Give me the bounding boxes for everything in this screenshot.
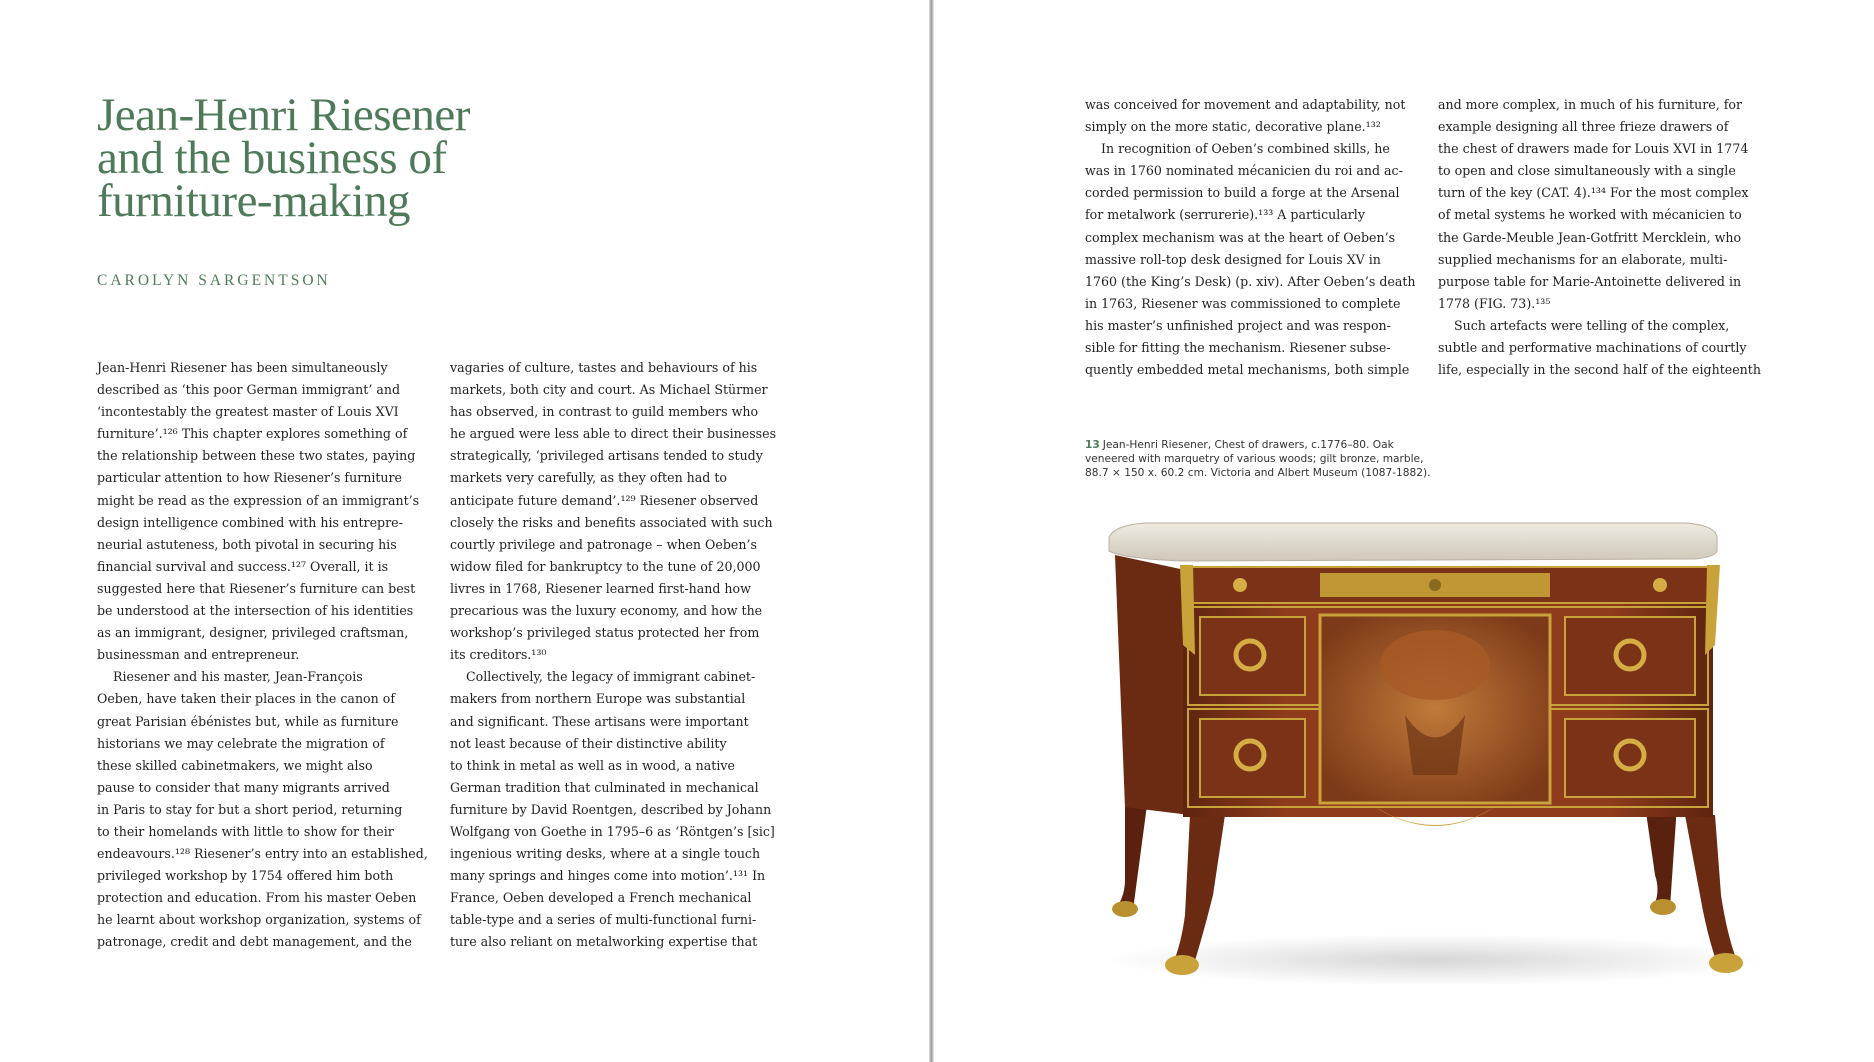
text-line: markets, both city and court. As Michael Stürmer	[450, 382, 768, 398]
text-line: corded permission to build a forge at the Arsenal	[1085, 185, 1400, 201]
text-line: he learnt about workshop organization, systems of	[97, 912, 421, 928]
text-line: these skilled cabinetmakers, we might also	[97, 757, 373, 773]
text-line: markets very carefully, as they often had to	[450, 470, 728, 486]
text-line: simply on the more static, decorative plane.¹³²	[1085, 119, 1381, 135]
caption-line: 88.7 × 150 x. 60.2 cm. Victoria and Albert Museum (1087-1882).	[1085, 467, 1431, 479]
text-line: Riesener and his master, Jean-François	[113, 669, 363, 685]
text-line: furniture by David Roentgen, described by Johann	[450, 801, 772, 817]
text-line: the Garde-Meuble Jean-Gotfritt Mercklein, who	[1438, 229, 1742, 245]
text-line: anticipate future demand’.¹²⁹ Riesener observed	[450, 492, 759, 508]
text-line: massive roll-top desk designed for Louis XV in	[1085, 251, 1381, 267]
text-line: strategically, ‘privileged artisans tended to study	[450, 448, 763, 464]
text-line: patronage, credit and debt management, and the	[97, 934, 412, 950]
text-line: ‘incontestably the greatest master of Louis XVI	[97, 404, 399, 420]
text-line: privileged workshop by 1754 offered him both	[97, 868, 394, 884]
flower-bouquet-inlay	[1380, 630, 1490, 700]
text-line: Oeben, have taken their places in the canon of	[97, 691, 395, 707]
figure-caption	[1085, 438, 1445, 480]
chest-of-drawers-image	[1085, 515, 1785, 985]
text-line: the chest of drawers made for Louis XVI in 1774	[1438, 141, 1749, 157]
title-line: furniture-making	[97, 175, 411, 227]
text-line: Wolfgang von Goethe in 1795–6 as ‘Röntgen’s [sic]	[450, 823, 775, 839]
text-line: his master’s unfinished project and was respon-	[1085, 317, 1391, 333]
title-line: Jean-Henri Riesener	[97, 89, 470, 141]
text-line: to think in metal as well as in wood, a native	[450, 757, 735, 773]
text-line: ingenious writing desks, where at a single touch	[450, 846, 761, 862]
text-line: and significant. These artisans were important	[450, 713, 749, 729]
chapter-title	[97, 89, 470, 227]
carcass-side	[1115, 555, 1190, 815]
left-page	[0, 0, 931, 1062]
text-line: protection and education. From his master Oeben	[97, 890, 417, 906]
text-line: example designing all three frieze drawers of	[1438, 119, 1729, 135]
text-line: table-type and a series of multi-functional furni-	[450, 912, 757, 928]
text-line: for metalwork (serrurerie).¹³³ A particularly	[1085, 207, 1365, 223]
text-line: in 1763, Riesener was commissioned to complete	[1085, 295, 1401, 311]
drawer-side-panel	[1200, 617, 1305, 695]
gilt-sabot	[1709, 953, 1743, 973]
text-line: suggested here that Riesener’s furniture can best	[97, 580, 416, 596]
text-line: ture also reliant on metalworking expertise that	[450, 934, 758, 950]
text-line: neurial astuteness, both pivotal in securing his	[97, 536, 397, 552]
text-line: be understood at the intersection of his identities	[97, 603, 414, 619]
text-line: was in 1760 nominated mécanicien du roi and ac-	[1085, 163, 1403, 179]
text-line: its creditors.¹³⁰	[450, 647, 547, 663]
text-line: he argued were less able to direct their businesses	[450, 426, 777, 442]
text-line: sible for fitting the mechanism. Riesener subse-	[1085, 340, 1391, 356]
text-line: in Paris to stay for but a short period, returning	[97, 801, 403, 817]
text-line: particular attention to how Riesener’s furniture	[97, 470, 403, 486]
text-line: German tradition that culminated in mechanical	[450, 779, 759, 795]
keyhole-escutcheon	[1429, 579, 1441, 591]
text-line: life, especially in the second half of the eighteenth	[1438, 362, 1761, 378]
text-line: of metal systems he worked with mécanicien to	[1438, 207, 1742, 223]
text-line: has observed, in contrast to guild members who	[450, 404, 759, 420]
text-line: France, Oeben developed a French mechanical	[450, 890, 752, 906]
marble-top	[1109, 523, 1717, 561]
frieze-knob	[1653, 578, 1667, 592]
leg-front-right	[1685, 815, 1737, 963]
text-line: to their homelands with little to show for their	[97, 823, 394, 839]
gilt-sabot	[1650, 899, 1676, 915]
left-column-2	[450, 357, 790, 954]
text-line: 1778 (FIG. 73).¹³⁵	[1438, 295, 1551, 311]
text-line: purpose table for Marie-Antoinette delivered in	[1438, 273, 1742, 289]
frieze-knob	[1233, 578, 1247, 592]
text-line: pause to consider that many migrants arrived	[97, 779, 390, 795]
right-column-1	[1085, 94, 1420, 381]
text-line: Collectively, the legacy of immigrant cabinet-	[466, 669, 756, 685]
text-line: might be read as the expression of an immigrant’s	[97, 492, 420, 508]
gilt-sabot	[1112, 901, 1138, 917]
text-line: closely the risks and benefits associated with such	[450, 514, 773, 530]
text-line: the relationship between these two states, paying	[97, 448, 416, 464]
text-line: widow filed for bankruptcy to the tune of 20,000	[450, 558, 761, 574]
text-line: complex mechanism was at the heart of Oeben’s	[1085, 229, 1396, 245]
caption-line	[1085, 438, 1445, 452]
caption-text: Jean-Henri Riesener, Chest of drawers, c.1776–80. Oak	[1102, 439, 1394, 451]
right-column-2	[1438, 94, 1778, 381]
drawer-side-panel	[1565, 719, 1695, 797]
text-line: and more complex, in much of his furniture, for	[1438, 97, 1742, 112]
text-line: 1760 (the King’s Desk) (p. xiv). After Oeben’s death	[1085, 273, 1416, 289]
text-line: many springs and hinges come into motion’.¹³¹ In	[450, 868, 766, 884]
leg-back-right	[1645, 805, 1677, 907]
title-line: and the business of	[97, 132, 447, 184]
text-line: quently embedded metal mechanisms, both simple	[1085, 362, 1410, 378]
text-line: subtle and performative machinations of courtly	[1438, 340, 1747, 356]
text-line: precarious was the luxury economy, and how the	[450, 603, 763, 619]
text-line: as an immigrant, designer, privileged craftsman,	[97, 625, 409, 641]
text-line: Such artefacts were telling of the complex,	[1454, 317, 1730, 333]
leg-back-left	[1117, 805, 1147, 910]
text-line: not least because of their distinctive ability	[450, 735, 727, 751]
text-line: makers from northern Europe was substantial	[450, 691, 746, 707]
corner-mount	[1705, 565, 1720, 655]
text-line: was conceived for movement and adaptability, not	[1085, 97, 1406, 112]
text-line: vagaries of culture, tastes and behaviours of his	[450, 360, 758, 375]
text-line: endeavours.¹²⁸ Riesener’s entry into an established,	[97, 846, 428, 862]
left-column-1	[97, 357, 427, 954]
caption-line: veneered with marquetry of various woods; gilt bronze, marble,	[1085, 453, 1424, 465]
text-line: courtly privilege and patronage – when Oeben’s	[450, 536, 757, 552]
book-gutter	[929, 0, 934, 1062]
floor-shadow	[1105, 934, 1765, 985]
text-line: to open and close simultaneously with a single	[1438, 163, 1736, 179]
drawer-side-panel	[1200, 719, 1305, 797]
author-name: CAROLYN SARGENTSON	[97, 272, 331, 289]
text-line: livres in 1768, Riesener learned first-hand how	[450, 580, 751, 596]
text-line: turn of the key (CAT. 4).¹³⁴ For the most complex	[1438, 185, 1749, 201]
text-line: great Parisian ébénistes but, while as furniture	[97, 713, 399, 729]
text-line: design intelligence combined with his entrepre-	[97, 514, 403, 530]
drawer-side-panel	[1565, 617, 1695, 695]
text-line: furniture’.¹²⁶ This chapter explores something of	[97, 426, 408, 442]
text-line: Jean-Henri Riesener has been simultaneously	[97, 360, 388, 375]
text-line: In recognition of Oeben’s combined skills, he	[1101, 141, 1390, 157]
text-line: described as ‘this poor German immigrant’ and	[97, 382, 401, 398]
gilt-sabot	[1165, 955, 1199, 975]
figure-number: 13	[1085, 439, 1100, 451]
text-line: workshop’s privileged status protected her from	[450, 625, 760, 641]
text-line: financial survival and success.¹²⁷ Overall, it is	[97, 558, 389, 574]
text-line: historians we may celebrate the migration of	[97, 735, 385, 751]
text-line: supplied mechanisms for an elaborate, multi-	[1438, 251, 1728, 267]
text-line: businessman and entrepreneur.	[97, 647, 300, 663]
